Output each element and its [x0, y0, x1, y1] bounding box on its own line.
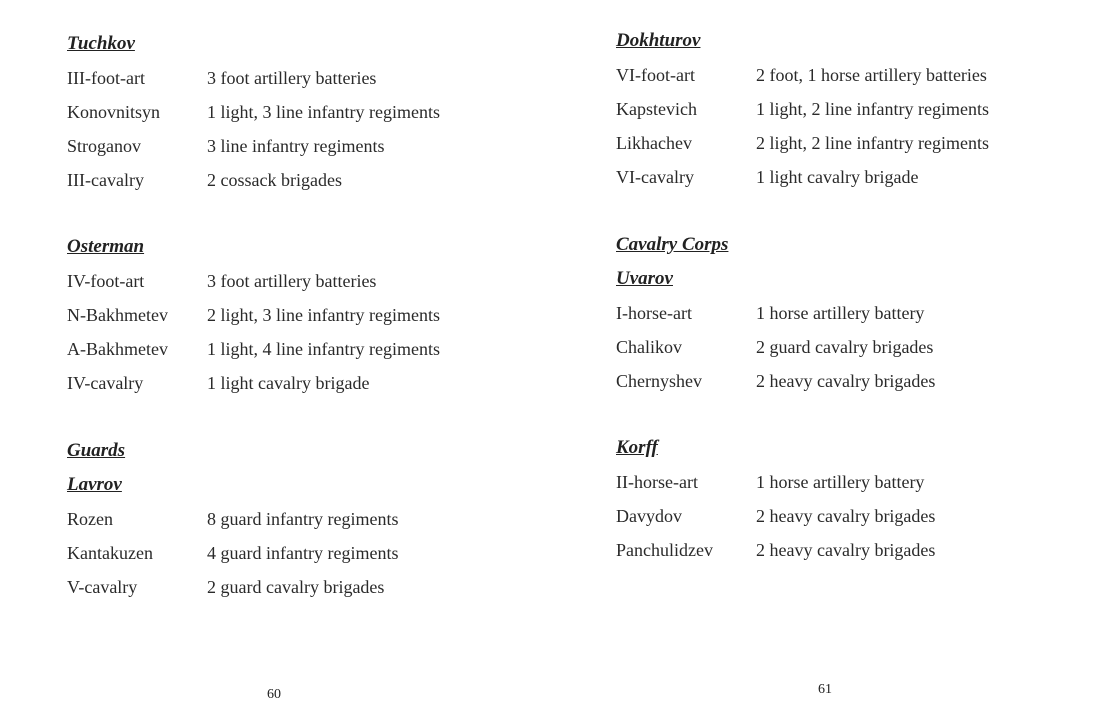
unit-description: 3 foot artillery batteries — [207, 68, 377, 88]
table-row — [67, 570, 385, 604]
unit-name: V-cavalry — [67, 577, 138, 597]
table-row — [616, 533, 936, 567]
unit-name: IV-cavalry — [67, 373, 144, 393]
section-heading: Korff — [616, 437, 658, 458]
unit-description: 2 light, 2 line infantry regiments — [756, 133, 989, 153]
unit-description: 2 foot, 1 horse artillery batteries — [756, 65, 987, 85]
unit-name: Rozen — [67, 509, 113, 529]
table-row — [616, 330, 934, 364]
unit-description: 2 heavy cavalry brigades — [756, 540, 936, 560]
section-heading: Cavalry Corps — [616, 234, 729, 255]
unit-name: IV-foot-art — [67, 271, 145, 291]
unit-description: 1 horse artillery battery — [756, 472, 925, 492]
unit-description: 2 heavy cavalry brigades — [756, 371, 936, 391]
section-dokhturov — [616, 24, 989, 194]
section-heading: Osterman — [67, 236, 145, 257]
unit-name: A-Bakhmetev — [67, 339, 168, 359]
table-row — [67, 298, 440, 332]
table-row — [67, 163, 342, 197]
section-heading: Guards — [67, 440, 126, 461]
unit-description: 1 light, 3 line infantry regiments — [207, 102, 440, 122]
unit-description: 1 light cavalry brigade — [756, 167, 919, 187]
unit-description: 1 horse artillery battery — [756, 303, 925, 323]
table-row — [616, 296, 925, 330]
table-row — [67, 366, 370, 400]
unit-name: I-horse-art — [616, 303, 692, 323]
table-row — [67, 129, 385, 163]
table-row — [67, 95, 440, 129]
section-osterman — [67, 230, 440, 400]
table-row — [616, 58, 987, 92]
unit-description: 8 guard infantry regiments — [207, 509, 399, 529]
unit-description: 2 guard cavalry brigades — [207, 577, 385, 597]
table-row — [616, 160, 919, 194]
unit-description: 2 guard cavalry brigades — [756, 337, 934, 357]
unit-name: Panchulidzev — [616, 540, 713, 560]
unit-name: Kantakuzen — [67, 543, 153, 563]
unit-name: VI-foot-art — [616, 65, 695, 85]
unit-name: VI-cavalry — [616, 167, 694, 187]
unit-name: Chalikov — [616, 337, 682, 357]
unit-name: Davydov — [616, 506, 682, 526]
table-row — [616, 465, 925, 499]
unit-name: III-cavalry — [67, 170, 144, 190]
table-row — [67, 502, 399, 536]
unit-description: 2 cossack brigades — [207, 170, 342, 190]
unit-description: 1 light, 2 line infantry regiments — [756, 99, 989, 119]
section-heading: Dokhturov — [616, 30, 701, 51]
unit-description: 1 light cavalry brigade — [207, 373, 370, 393]
section-guards — [67, 434, 399, 604]
table-row — [616, 126, 989, 160]
unit-name: N-Bakhmetev — [67, 305, 168, 325]
table-row — [67, 536, 399, 570]
table-row — [67, 332, 440, 366]
unit-name: III-foot-art — [67, 68, 145, 88]
unit-name: Kapstevich — [616, 99, 697, 119]
unit-description: 3 foot artillery batteries — [207, 271, 377, 291]
page-number: 61 — [818, 682, 832, 697]
section-tuchkov — [67, 27, 440, 197]
section-heading: Tuchkov — [67, 33, 135, 54]
table-row — [616, 364, 936, 398]
unit-description: 2 heavy cavalry brigades — [756, 506, 936, 526]
table-row — [67, 264, 377, 298]
section-subheading: Uvarov — [616, 268, 673, 289]
section-cavalry-corps — [616, 228, 936, 398]
unit-name: II-horse-art — [616, 472, 698, 492]
page-number: 60 — [267, 687, 281, 702]
table-row — [616, 499, 936, 533]
unit-name: Likhachev — [616, 133, 692, 153]
table-row — [616, 92, 989, 126]
unit-name: Stroganov — [67, 136, 141, 156]
section-subheading: Lavrov — [67, 474, 122, 495]
section-korff — [616, 431, 936, 567]
unit-description: 1 light, 4 line infantry regiments — [207, 339, 440, 359]
unit-name: Chernyshev — [616, 371, 702, 391]
right-page — [550, 0, 1100, 716]
unit-description: 4 guard infantry regiments — [207, 543, 399, 563]
unit-description: 2 light, 3 line infantry regiments — [207, 305, 440, 325]
table-row — [67, 61, 377, 95]
unit-description: 3 line infantry regiments — [207, 136, 385, 156]
unit-name: Konovnitsyn — [67, 102, 161, 122]
